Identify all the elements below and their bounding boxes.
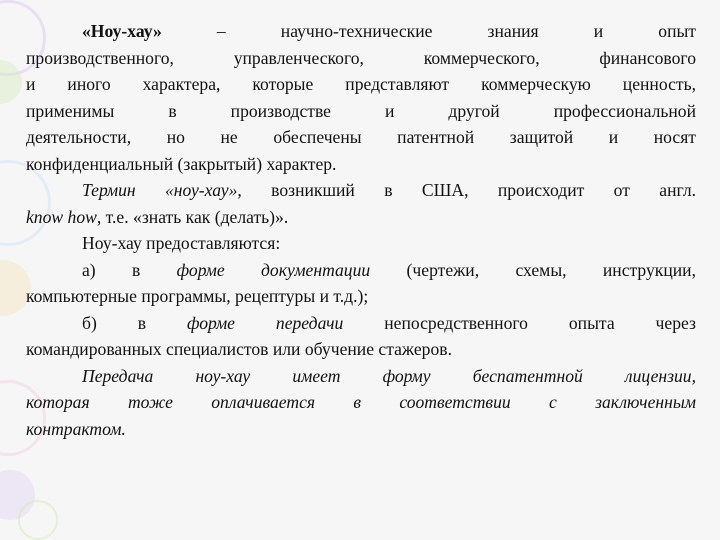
text-line: командированных специалистов или обучение стажеров. xyxy=(26,339,452,359)
text-span: а) в xyxy=(82,259,141,280)
text-span: б) в xyxy=(82,312,147,333)
text-line xyxy=(26,204,696,231)
text-line: Ноу-хау предоставляются: xyxy=(82,233,281,253)
decor-circle xyxy=(18,500,58,540)
paragraph-definition xyxy=(26,18,696,177)
text-line: применимы в производстве и другой профессиональной xyxy=(26,100,696,121)
paragraph-item-a xyxy=(26,257,696,310)
paragraph-license xyxy=(26,363,696,443)
text-line: деятельности, но не обеспечены патентной защитой и носят xyxy=(26,127,696,147)
text-line: производственного, управленческого, коммерческого, финансового xyxy=(26,47,696,68)
paragraph-origin xyxy=(26,177,696,230)
paragraph-item-b xyxy=(26,310,696,363)
text-line: контрактом. xyxy=(26,418,126,439)
text-span: – научно-технические знания и опыт xyxy=(216,21,696,41)
text-span: непосредственного опыта через xyxy=(384,312,696,333)
text-line: компьютерные программы, рецептуры и т.д.); xyxy=(26,286,369,306)
document-body xyxy=(26,18,696,442)
text-line xyxy=(26,310,696,337)
text-span: (чертежи, схемы, инструкции, xyxy=(406,259,696,280)
text-line xyxy=(26,177,696,204)
text-line: и иного характера, которые представляют коммерческую ценность, xyxy=(26,74,696,94)
text-line xyxy=(26,18,696,45)
text-span: , т.е. «знать как (делать)». xyxy=(96,206,289,227)
italic-span: форме передачи xyxy=(186,312,344,333)
paragraph-provision xyxy=(26,230,696,257)
term-know-how: «Ноу-хау» xyxy=(82,21,162,41)
italic-span: форме документации xyxy=(176,259,371,280)
italic-span: know how xyxy=(26,206,97,227)
text-line: конфиденциальный (закрытый) характер. xyxy=(26,153,337,174)
text-line: Передача ноу-хау имеет форму беспатентной лицензии, xyxy=(82,365,696,386)
italic-span: Термин «ноу-хау», xyxy=(82,180,242,200)
text-line: которая тоже оплачивается в соответствии с заключенным xyxy=(26,392,696,412)
text-line xyxy=(26,257,696,284)
text-span: возникший в США, происходит от англ. xyxy=(271,180,696,200)
